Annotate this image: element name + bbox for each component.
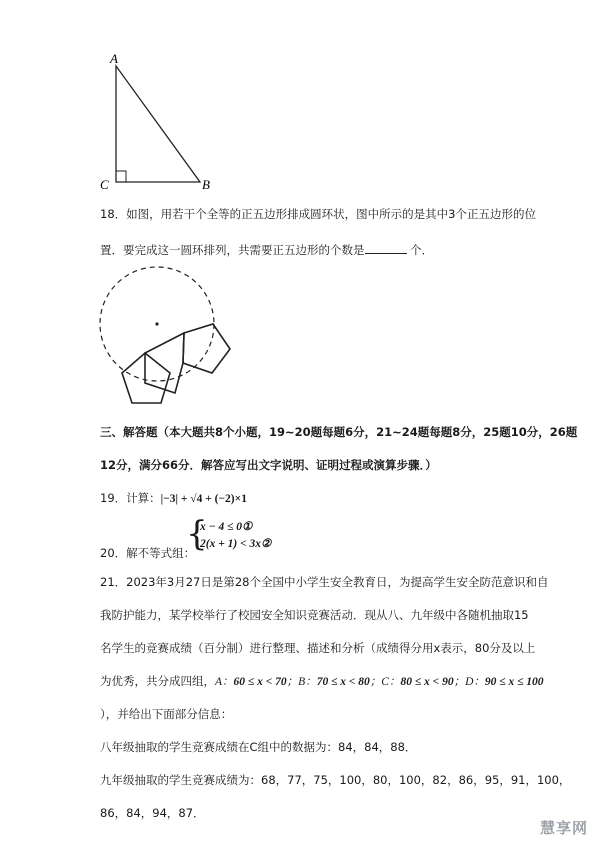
answer-blank[interactable] [365,242,407,254]
pentagon-3 [122,353,170,403]
site-watermark: 慧享网 [539,819,588,837]
pentagon-ring-figure [95,262,245,412]
group-a-range: 60 ≤ x < 70 [233,676,287,688]
right-angle-mark [116,171,126,182]
inequality-1: x − 4 ≤ 0① [200,521,253,533]
vertex-label-b: B [202,177,210,192]
group-d-label: ；D： [453,676,485,688]
vertex-label-a: A [110,51,118,66]
system-brace: { [186,514,208,554]
inequality-2: 2(x + 1) < 3x② [200,538,272,550]
q21-line3: 名学生的竞赛成绩（百分制）进行整理、描述和分析（成绩得分用x表示，80分及以上 [100,641,536,655]
q21-line2: 我防护能力，某学校举行了校园安全知识竞赛活动．现从八、九年级中各随机抽取15 [100,608,529,622]
q18-line2-tail: 个． [410,243,434,257]
q20-label: 20．解不等式组： [100,546,196,560]
group-c-range: 80 ≤ x < 90 [400,676,454,688]
section3-line1: 三、解答题（本大题共8个小题，19~20题每题6分，21~24题每题8分，25题10分，26题 [100,425,578,439]
q18-line1: 18．如图，用若干个全等的正五边形排成圆环状，图中所示的是其中3个正五边形的位 [100,207,536,221]
q21-line7: 九年级抽取的学生竞赛成绩为：68，77，75，100，80，100，82，86，95，91，100， [100,773,571,787]
q19-label: 19．计算： [100,491,161,505]
q19-line [100,490,247,507]
q19-expression: |−3| + √4 + (−2)×1 [160,493,247,505]
pentagon-2 [145,333,184,393]
triangle-abc [116,66,200,182]
group-b-range: 70 ≤ x < 80 [316,676,370,688]
inequality-system [186,514,316,554]
group-c-label: ；C： [369,676,401,688]
q21-line4 [100,673,544,690]
q21-line4-text: 为优秀，共分成四组， [100,674,215,688]
pentagon-1 [183,324,230,373]
right-triangle-figure [90,50,230,195]
q21-line6: 八年级抽取的学生竞赛成绩在C组中的数据为：84，84，88． [100,740,417,754]
circle-center-point [155,322,158,325]
q21-line5: ），并给出下面部分信息： [100,707,233,721]
group-a-label: A： [215,676,234,688]
group-d-range: 90 ≤ x ≤ 100 [484,676,544,688]
group-b-label: ；B： [286,676,317,688]
q21-line1: 21．2023年3月27日是第28个全国中小学生安全教育日，为提高学生安全防范意识和自 [100,575,549,589]
q18-line2-text: 置．要完成这一圆环排列，共需要正五边形的个数是 [100,243,365,257]
q21-line8: 86，84，94，87． [100,806,205,820]
section3-line2: 12分，满分66分．解答应写出文字说明、证明过程或演算步骤．） [100,458,437,472]
vertex-label-c: C [100,177,109,192]
q18-line2 [100,242,433,258]
